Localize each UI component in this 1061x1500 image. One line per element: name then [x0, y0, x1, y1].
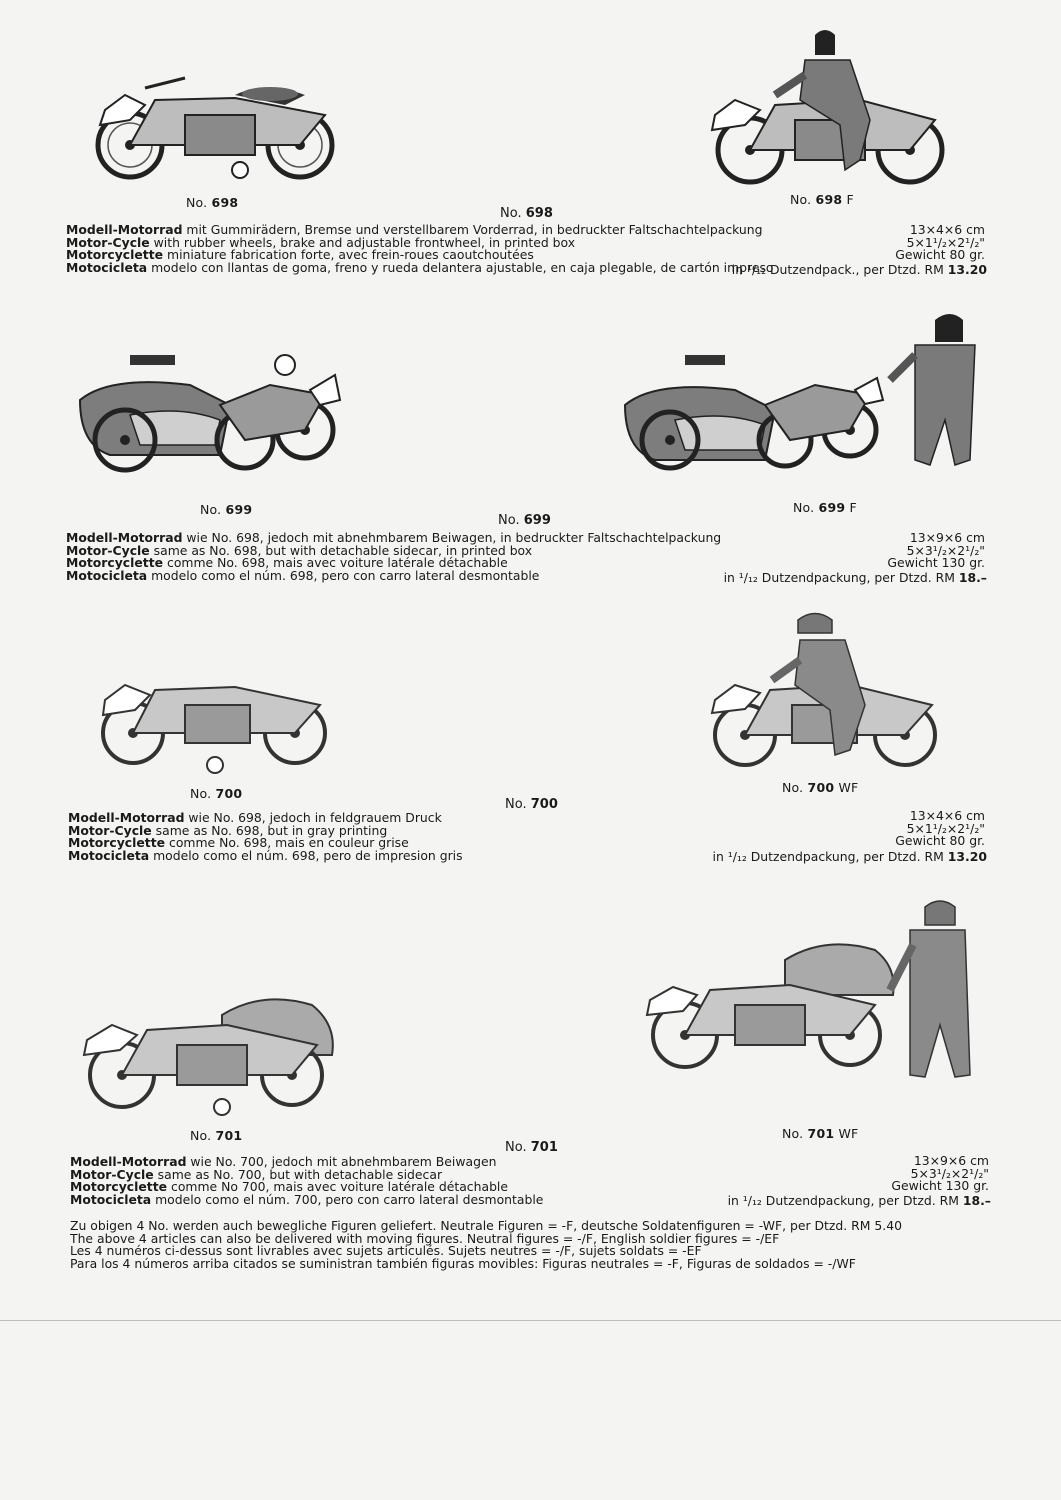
caption-698: No. 698	[186, 195, 239, 210]
caption-701WF: No. 701 WF	[782, 1126, 859, 1141]
price-700: in ¹/₁₂ Dutzendpackung, per Dtzd. RM 13.20	[712, 849, 987, 864]
caption-699: No. 699	[200, 502, 253, 517]
desc-line-en: Motor-Cycle same as No. 700, but with detachable sidecar	[70, 1166, 443, 1182]
caption-700WF: No. 700 WF	[782, 780, 859, 795]
desc-line-de: Modell-Motorrad wie No. 698, jedoch mit abnehmbarem Beiwagen, in bedruckter Faltschachtelpackung	[66, 530, 722, 545]
page-bottom-rule	[0, 1320, 1061, 1321]
footnote-line-en: The above 4 articles can also be delivered with moving figures. Neutral figures = -/F, English soldier figures = -/EF	[70, 1230, 780, 1246]
motorcycle-698-image	[85, 70, 355, 185]
description-698	[66, 224, 773, 274]
desc-line-de: Modell-Motorrad wie No. 700, jedoch mit abnehmbarem Beiwagen	[70, 1154, 497, 1169]
description-700	[68, 812, 463, 862]
desc-line-fr: Motorcyclette comme No. 698, mais en couleur grise	[68, 835, 409, 851]
spec-dimensions-in: 5×3¹/₂×2¹/₂"	[906, 542, 985, 558]
price-699: in ¹/₁₂ Dutzendpackung, per Dtzd. RM 18.–	[723, 570, 987, 585]
spec-700	[895, 810, 985, 848]
spec-weight: Gewicht 130 gr.	[891, 1178, 989, 1194]
description-701	[70, 1156, 543, 1206]
description-699	[66, 532, 721, 582]
spec-698	[895, 224, 985, 262]
spec-dimensions-cm: 13×9×6 cm	[909, 530, 985, 545]
center-number-700: No. 700	[505, 797, 558, 812]
motorcycle-699-image	[70, 345, 350, 480]
spec-dimensions-cm: 13×4×6 cm	[909, 222, 985, 237]
caption-700: No. 700	[190, 786, 243, 801]
desc-line-de: Modell-Motorrad wie No. 698, jedoch in feldgrauem Druck	[68, 810, 442, 825]
spec-699	[887, 532, 985, 570]
center-number-701: No. 701	[505, 1140, 558, 1155]
desc-line-en: Motor-Cycle same as No. 698, but with detachable sidecar, in printed box	[66, 542, 533, 558]
spec-dimensions-cm: 13×4×6 cm	[909, 808, 985, 823]
caption-701: No. 701	[190, 1128, 243, 1143]
spec-dimensions-in: 5×1¹/₂×2¹/₂"	[906, 820, 985, 836]
spec-dimensions-in: 5×1¹/₂×2¹/₂"	[906, 234, 985, 250]
motorcycle-699F-image	[615, 300, 990, 480]
spec-weight: Gewicht 80 gr.	[895, 833, 985, 849]
desc-line-es: Motocicleta modelo con llantas de goma, freno y rueda delantera ajustable, en caja plegable, de cartón impreso	[66, 259, 774, 275]
desc-line-en: Motor-Cycle with rubber wheels, brake and adjustable frontwheel, in printed box	[66, 234, 576, 250]
spec-701	[891, 1155, 989, 1193]
price-698: in ¹/₁₂ Dutzendpack., per Dtzd. RM 13.20	[731, 262, 987, 277]
price-701: in ¹/₁₂ Dutzendpackung, per Dtzd. RM 18.–	[727, 1193, 991, 1208]
motorcycle-700WF-image	[700, 605, 945, 775]
motorcycle-700-image	[95, 665, 335, 780]
spec-weight: Gewicht 130 gr.	[887, 555, 985, 571]
motorcycle-701WF-image	[635, 895, 975, 1085]
desc-line-fr: Motorcyclette comme No. 698, mais avec voiture latérale détachable	[66, 555, 508, 571]
desc-line-es: Motocicleta modelo como el núm. 698, pero con carro lateral desmontable	[66, 567, 540, 583]
footnote-line-fr: Les 4 numéros ci-dessus sont livrables avec sujets articulés. Sujets neutres = -/F, sujets soldats = -EF	[70, 1243, 702, 1259]
spec-dimensions-cm: 13×9×6 cm	[913, 1153, 989, 1168]
center-number-698: No. 698	[500, 206, 553, 221]
caption-698F: No. 698 F	[790, 192, 854, 207]
footnote-line-de: Zu obigen 4 No. werden auch bewegliche Figuren geliefert. Neutrale Figuren = -F, deutsche Soldatenfiguren = -WF, per Dtzd. RM 5.40	[70, 1218, 902, 1233]
motorcycle-701-image	[72, 985, 342, 1120]
desc-line-de: Modell-Motorrad mit Gummirädern, Bremse und verstellbarem Vorderrad, in bedruckter Faltschachtelpackung	[66, 222, 763, 237]
spec-weight: Gewicht 80 gr.	[895, 247, 985, 263]
figures-footnote	[70, 1220, 902, 1270]
motorcycle-698F-image	[700, 20, 950, 190]
desc-line-fr: Motorcyclette comme No 700, mais avec voiture latérale détachable	[70, 1179, 508, 1195]
center-number-699: No. 699	[498, 513, 551, 528]
desc-line-en: Motor-Cycle same as No. 698, but in gray printing	[68, 822, 388, 838]
desc-line-fr: Motorcyclette miniature fabrication forte, avec frein-roues caoutchoutées	[66, 247, 534, 263]
spec-dimensions-in: 5×3¹/₂×2¹/₂"	[910, 1165, 989, 1181]
footnote-line-es: Para los 4 números arriba citados se suministran también figuras movibles: Figuras neutrales = -F, Figuras de soldados = -/WF	[70, 1255, 856, 1271]
desc-line-es: Motocicleta modelo como el núm. 698, pero de impresion gris	[68, 847, 463, 863]
desc-line-es: Motocicleta modelo como el núm. 700, pero con carro lateral desmontable	[70, 1191, 544, 1207]
caption-699F: No. 699 F	[793, 500, 857, 515]
